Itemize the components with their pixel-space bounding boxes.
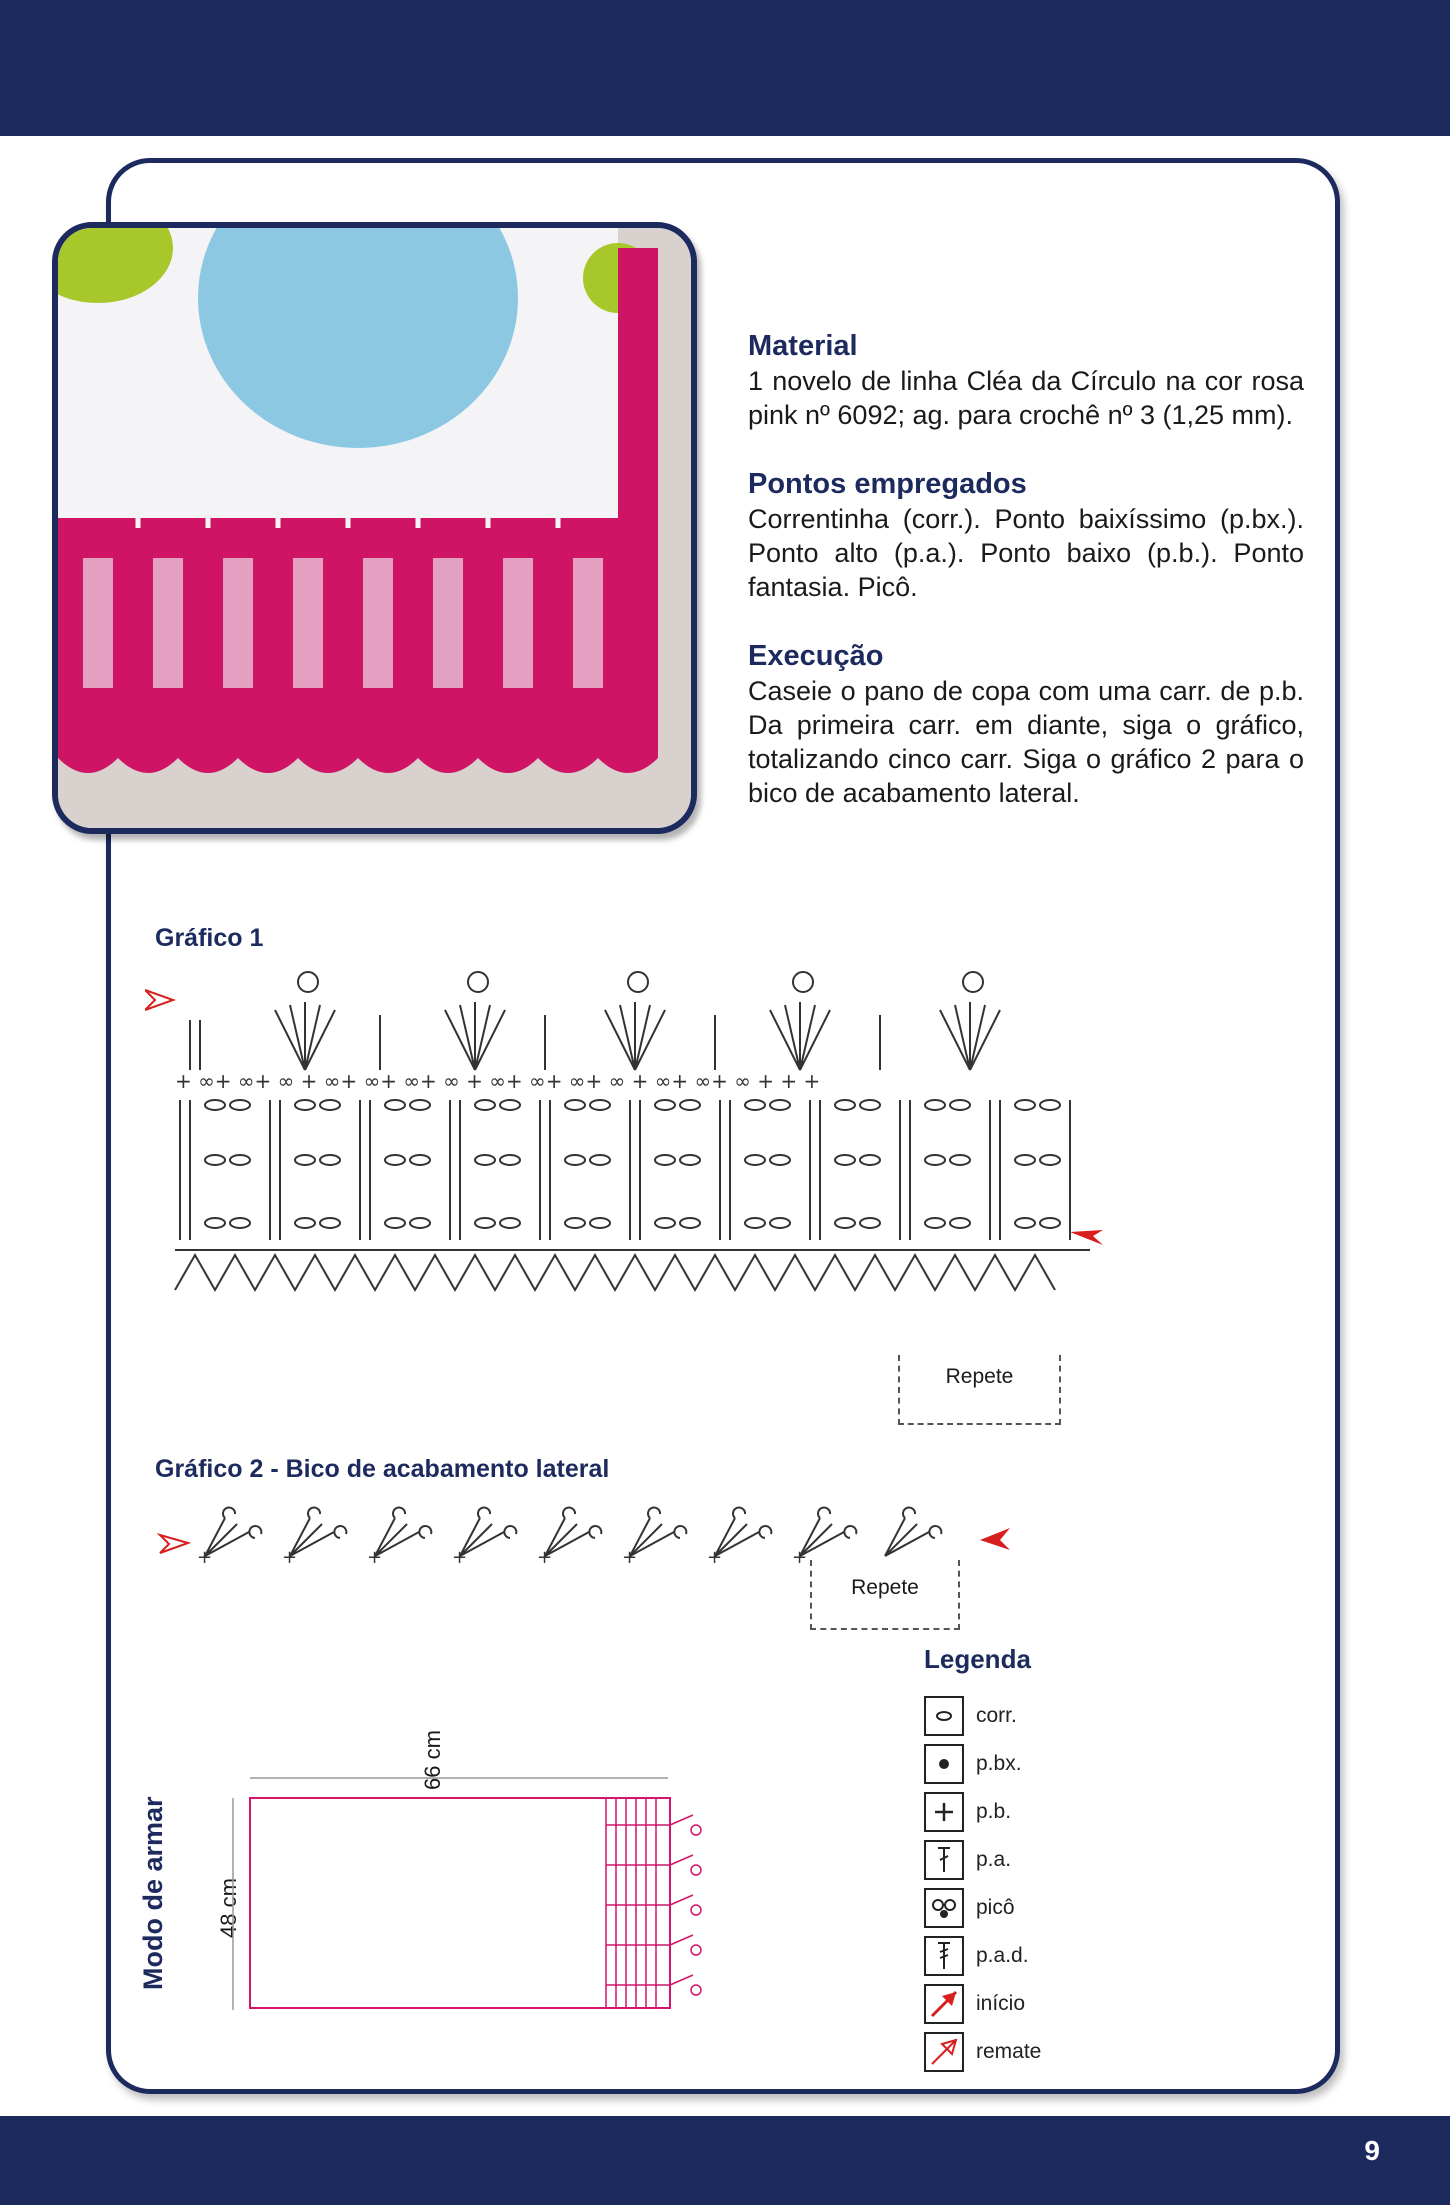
svg-text:+: + <box>537 1547 553 1568</box>
legend-item: picô <box>924 1888 1124 1932</box>
page-number: 9 <box>1364 2135 1380 2166</box>
chain-icon <box>924 1696 964 1736</box>
svg-text:+: + <box>282 1547 298 1568</box>
stitches-heading: Pontos empregados <box>748 468 1027 500</box>
height-dimension-label: 48 cm <box>216 1878 241 1938</box>
picot-icon <box>924 1888 964 1928</box>
chart2-title: Gráfico 2 - Bico de acabamento lateral <box>155 1455 610 1483</box>
top-banner <box>0 0 1450 136</box>
svg-text:+: + <box>197 1547 213 1568</box>
chart2-repeat-box: Repete <box>810 1560 960 1630</box>
svg-text:+: + <box>367 1547 383 1568</box>
double-crochet-icon <box>924 1840 964 1880</box>
single-crochet-icon <box>924 1792 964 1832</box>
legend-item: p.b. <box>924 1792 1124 1836</box>
slip-stitch-icon <box>924 1744 964 1784</box>
svg-text:+: + <box>622 1547 638 1568</box>
chart2-finish-arrow-icon <box>980 1528 1010 1550</box>
legend-title: Legenda <box>924 1644 1031 1674</box>
svg-text:+ ∞+ ∞+ ∞ + ∞+ ∞+ ∞+ ∞ + ∞+ ∞+: + ∞+ ∞+ ∞ + ∞+ ∞+ ∞+ ∞ + ∞+ ∞+ ∞+ ∞ + ∞+ ∞+ ∞ + + + <box>175 1069 821 1093</box>
legend-item: corr. <box>924 1696 1124 1740</box>
chart1-repeat-box: Repete <box>898 1355 1061 1425</box>
material-heading: Material <box>748 330 858 362</box>
material-text: 1 novelo de linha Cléa da Círculo na cor rosa pink nº 6092; ag. para crochê nº 3 (1,25 mm). <box>748 366 1304 430</box>
legend-item: remate <box>924 2032 1124 2076</box>
width-dimension-label: 66 cm <box>420 1730 445 1790</box>
assembly-title: Modo de armar <box>138 1796 168 1990</box>
treble-crochet-icon <box>924 1936 964 1976</box>
chart1-title: Gráfico 1 <box>155 924 264 952</box>
bottom-banner <box>0 2116 1450 2205</box>
instructions-column <box>748 328 1304 844</box>
chart2-start-arrow-icon <box>160 1535 188 1553</box>
legend-item: início <box>924 1984 1124 2028</box>
execution-text: Caseie o pano de copa com uma carr. de p.b. Da primeira carr. em diante, siga o gráfico, totalizando cinco carr. Siga o gráfico 2 para o bico de acabamento lateral. <box>748 676 1304 808</box>
assembly-diagram <box>228 1770 718 2020</box>
svg-text:+: + <box>707 1547 723 1568</box>
legend-item: p.bx. <box>924 1744 1124 1788</box>
legend-item: p.a.d. <box>924 1936 1124 1980</box>
stitches-text: Correntinha (corr.). Ponto baixíssimo (p.bx.). Ponto alto (p.a.). Ponto baixo (p.b.). Ponto fantasia. Picô. <box>748 504 1304 602</box>
crochet-photo <box>52 222 697 834</box>
crochet-photo-illustration <box>58 228 691 828</box>
chart1-diagram <box>145 960 1105 1340</box>
start-arrow-icon <box>924 1984 964 2024</box>
chart1-start-arrow-icon <box>145 990 173 1010</box>
legend-item: p.a. <box>924 1840 1124 1884</box>
svg-text:+: + <box>452 1547 468 1568</box>
execution-heading: Execução <box>748 640 884 672</box>
chart1-finish-arrow-icon <box>1070 1230 1103 1245</box>
svg-text:+: + <box>792 1547 808 1568</box>
finish-arrow-icon <box>924 2032 964 2072</box>
